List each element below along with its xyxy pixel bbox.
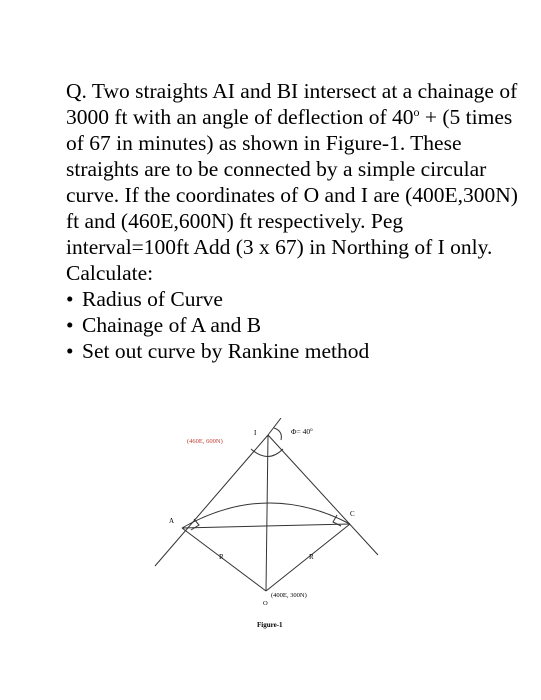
task-label: Radius of Curve	[82, 287, 223, 311]
question-text-part-1: Q. Two straights AI and BI intersect at a chainage of 3000 ft with an angle of deflection of 40	[66, 79, 518, 129]
task-label: Chainage of A and B	[82, 313, 262, 337]
bisector-line	[266, 435, 268, 591]
task-label: Set out curve by Rankine method	[82, 339, 370, 363]
tangent-line-right	[268, 435, 378, 555]
label-A: A	[169, 517, 175, 525]
calculate-label: Calculate:	[66, 261, 154, 285]
task-item-chainage	[66, 312, 528, 338]
task-list	[66, 286, 528, 364]
label-C: C	[350, 510, 355, 518]
label-R-right: R	[309, 553, 314, 561]
bullet-icon: •	[66, 287, 74, 311]
figure-caption: Figure-1	[257, 621, 283, 629]
question-text-part-2: + (5 times of 67 in minutes) as shown in Figure-1. These straights are to be connected by a simple circular curve. If the coordinates of O and I are (400E,300N) ft and (460E,600N) ft respectively. Peg interval=100ft Add (3 x 67) in Northing of I only.	[66, 105, 518, 259]
figure-1-diagram	[150, 418, 400, 633]
long-chord	[182, 524, 350, 528]
tangent-line-left	[155, 435, 268, 566]
degree-superscript: o	[413, 104, 420, 119]
bullet-icon: •	[66, 339, 74, 363]
deflection-arc	[274, 428, 281, 440]
radius-line-left	[182, 528, 266, 591]
bullet-icon: •	[66, 313, 74, 337]
apex-angle-arc	[251, 449, 283, 457]
label-phi: $\Phi= 40^o$	[291, 427, 313, 436]
question-block	[66, 78, 528, 364]
question-text	[66, 78, 528, 260]
right-angle-mark-left	[191, 519, 199, 530]
task-item-radius	[66, 286, 528, 312]
tangent-extension	[268, 418, 281, 435]
label-I: I	[254, 429, 257, 437]
coord-O: (400E, 300N)	[271, 592, 307, 599]
label-O: O	[263, 600, 268, 607]
radius-line-right	[266, 524, 350, 591]
label-R-left: R	[219, 553, 224, 561]
task-item-setout	[66, 338, 528, 364]
coord-I: (460E, 600N)	[187, 438, 223, 445]
